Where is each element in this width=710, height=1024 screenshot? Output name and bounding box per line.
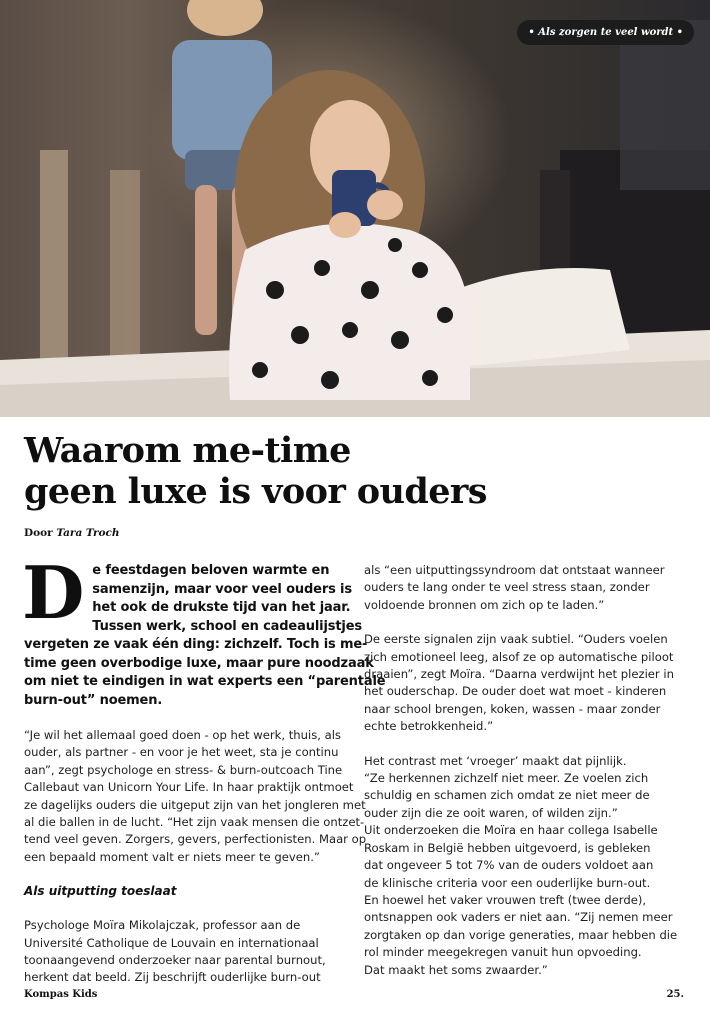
byline-author: Tara Troch [56, 527, 120, 539]
page-number: 25. [666, 989, 684, 1000]
text-line: ontsnappen ook vaders er niet aan. “Zij nemen meer [364, 910, 673, 925]
body-paragraph [24, 727, 367, 866]
text-line: een bepaald moment valt er niets meer te geven.” [24, 849, 320, 864]
body-paragraph [364, 562, 694, 614]
lead-paragraph [22, 550, 386, 710]
text-line: Callebaut van Unicorn Your Life. In haar praktijk ontmoet [24, 780, 354, 795]
article-title [24, 430, 664, 512]
text-line: het ouderschap. De ouder doet wat moet - kinderen [364, 684, 667, 699]
text-line: Université Catholique de Louvain en internationaal [24, 935, 319, 950]
text-line: ze dagelijks ouders die uitgeput zijn van het jongleren met [24, 797, 366, 812]
text-line: draaien”, zegt Moïra. “Daarna verdwijnt het plezier in [364, 667, 674, 682]
text-line: Dat maakt het soms zwaarder.” [364, 962, 548, 977]
lead-line: time geen overbodige luxe, maar pure noodzaak [24, 655, 374, 671]
text-line: ouder, als partner - en voor je het weet, sta je continu [24, 745, 339, 760]
text-line: echte betrokkenheid.” [364, 719, 494, 734]
magazine-name: Kompas Kids [24, 989, 98, 1000]
text-line: toonaangevend onderzoeker naar parental burnout, [24, 953, 326, 968]
lead-line: het ook de drukste tijd van het jaar. [92, 600, 351, 615]
text-line: Het contrast met ‘vroeger’ maakt dat pijnlijk. [364, 753, 627, 768]
drop-cap: D [22, 550, 85, 635]
text-line: schuldig en schamen zich omdat ze niet meer de [364, 788, 650, 803]
byline [24, 527, 120, 539]
text-line: ouder zijn die ze ooit waren, of wilden zijn.” [364, 805, 618, 820]
lead-line: Tussen werk, school en cadeaulijstjes [92, 618, 362, 634]
text-line: De eerste signalen zijn vaak subtiel. “Ouders voelen [364, 632, 668, 647]
article-title-line: Waarom me-time [24, 430, 351, 471]
lead-line: samenzijn, maar voor veel ouders is [92, 581, 352, 597]
text-line: de klinische criteria voor een ouderlijke burn-out. [364, 875, 651, 890]
text-line: En hoewel het vaker vrouwen treft (twee derde), [364, 892, 647, 907]
text-line: herkent dat beeld. Zij beschrijft ouderlijke burn-out [24, 970, 321, 985]
text-line: tend veel geven. Zorgers, gevers, perfectionisten. Maar op [24, 832, 367, 847]
text-line: “Ze herkennen zichzelf niet meer. Ze voelen zich [364, 771, 649, 786]
body-paragraph [364, 631, 694, 735]
category-tag: • Als zorgen te veel wordt • [517, 20, 694, 45]
text-line: Uit onderzoeken die Moïra en haar collega Isabelle [364, 823, 658, 838]
hero-illustration [0, 0, 710, 417]
text-line: al die ballen in de lucht. “Het zijn vaak mensen die ontzet- [24, 815, 365, 830]
text-line: als “een uitputtingssyndroom dat ontstaat wanneer [364, 563, 665, 577]
article-column-left [22, 550, 386, 987]
body-paragraph [364, 753, 694, 979]
text-line: aan”, zegt psychologe en stress- & burn-outcoach Tine [24, 762, 343, 777]
text-line: “Je wil het allemaal goed doen - op het werk, thuis, als [24, 728, 341, 742]
text-line: ouders te lang onder te veel stress staan, zonder [364, 580, 650, 595]
body-paragraph [24, 917, 346, 987]
article-column-right [364, 562, 694, 979]
text-line: zorgtaken op dan vorige generaties, maar hebben die [364, 927, 678, 942]
text-line: dat ongeveer 5 tot 7% van de ouders voldoet aan [364, 858, 654, 873]
article-title-line: geen luxe is voor ouders [24, 471, 487, 512]
section-subheading: Als uitputting toeslaat [24, 884, 177, 899]
text-line: zich emotioneel leeg, alsof ze op automatische piloot [364, 649, 674, 664]
text-line: Roskam in België hebben uitgevoerd, is gebleken [364, 840, 651, 855]
lead-line: e feestdagen beloven warmte en [92, 563, 330, 578]
lead-line: burn-out” noemen. [24, 692, 163, 708]
text-line: voldoende bronnen om zich op te laden.” [364, 597, 605, 612]
text-line: rol minder meegekregen vanuit hun opvoeding. [364, 945, 642, 960]
text-line: Psychologe Moïra Mikolajczak, professor aan de [24, 918, 301, 933]
lead-line: vergeten ze vaak één ding: zichzelf. Toch is me- [24, 637, 368, 652]
hero-photo [0, 0, 710, 417]
byline-prefix: Door [24, 527, 53, 539]
lead-line: om niet te eindigen in wat experts een “parentale [24, 674, 386, 689]
text-line: naar school brengen, koken, wassen - maar zonder [364, 701, 661, 716]
